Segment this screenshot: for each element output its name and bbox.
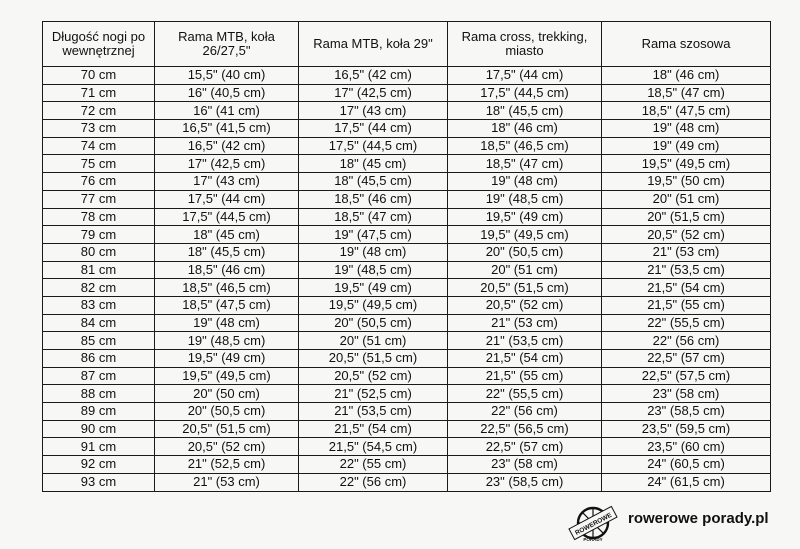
cell-mtb-26-27: 17" (42,5 cm): [155, 155, 299, 173]
cell-road: 24" (60,5 cm): [602, 456, 771, 474]
frame-size-table: [42, 21, 771, 492]
logo-text-bottom: PORADY: [583, 537, 603, 542]
cell-inseam: 92 cm: [43, 456, 155, 474]
cell-mtb-29: 18,5" (46 cm): [299, 190, 448, 208]
cell-road: 18,5" (47 cm): [602, 84, 771, 102]
cell-inseam: 86 cm: [43, 350, 155, 368]
cell-mtb-29: 18" (45 cm): [299, 155, 448, 173]
cell-mtb-26-27: 16" (41 cm): [155, 102, 299, 120]
cell-cross-trekking-city: 21,5" (54 cm): [448, 350, 602, 368]
table-row: [43, 314, 771, 332]
cell-cross-trekking-city: 22,5" (56,5 cm): [448, 420, 602, 438]
cell-inseam: 89 cm: [43, 403, 155, 421]
cell-road: 24" (61,5 cm): [602, 473, 771, 491]
cell-road: 23" (58 cm): [602, 385, 771, 403]
cell-road: 23" (58,5 cm): [602, 403, 771, 421]
cell-road: 20" (51 cm): [602, 190, 771, 208]
cell-cross-trekking-city: 23" (58 cm): [448, 456, 602, 474]
cell-cross-trekking-city: 19,5" (49 cm): [448, 208, 602, 226]
cell-cross-trekking-city: 19,5" (49,5 cm): [448, 226, 602, 244]
cell-road: 19" (49 cm): [602, 137, 771, 155]
cell-mtb-29: 16,5" (42 cm): [299, 67, 448, 85]
header-road: Rama szosowa: [602, 22, 771, 67]
cell-cross-trekking-city: 21" (53 cm): [448, 314, 602, 332]
cell-cross-trekking-city: 21,5" (55 cm): [448, 367, 602, 385]
cell-road: 18,5" (47,5 cm): [602, 102, 771, 120]
cell-inseam: 85 cm: [43, 332, 155, 350]
table-row: [43, 226, 771, 244]
cell-mtb-29: 21" (53,5 cm): [299, 403, 448, 421]
table-row: [43, 456, 771, 474]
cell-mtb-26-27: 16,5" (42 cm): [155, 137, 299, 155]
header-mtb-29: Rama MTB, koła 29": [299, 22, 448, 67]
cell-cross-trekking-city: 18" (46 cm): [448, 120, 602, 138]
cell-mtb-29: 20" (51 cm): [299, 332, 448, 350]
cell-mtb-26-27: 17,5" (44,5 cm): [155, 208, 299, 226]
cell-road: 22" (56 cm): [602, 332, 771, 350]
cell-mtb-26-27: 20" (50,5 cm): [155, 403, 299, 421]
cell-inseam: 87 cm: [43, 367, 155, 385]
cell-cross-trekking-city: 23" (58,5 cm): [448, 473, 602, 491]
cell-inseam: 91 cm: [43, 438, 155, 456]
cell-road: 19,5" (50 cm): [602, 173, 771, 191]
cell-road: 21,5" (55 cm): [602, 296, 771, 314]
cell-inseam: 81 cm: [43, 261, 155, 279]
table-row: [43, 350, 771, 368]
cell-mtb-26-27: 19" (48 cm): [155, 314, 299, 332]
cell-mtb-26-27: 20" (50 cm): [155, 385, 299, 403]
cell-road: 22,5" (57 cm): [602, 350, 771, 368]
cell-road: 21" (53,5 cm): [602, 261, 771, 279]
cell-mtb-26-27: 21" (53 cm): [155, 473, 299, 491]
table-row: [43, 67, 771, 85]
cell-inseam: 82 cm: [43, 279, 155, 297]
cell-inseam: 72 cm: [43, 102, 155, 120]
cell-mtb-26-27: 20,5" (51,5 cm): [155, 420, 299, 438]
table-row: [43, 208, 771, 226]
cell-inseam: 80 cm: [43, 243, 155, 261]
cell-cross-trekking-city: 17,5" (44 cm): [448, 67, 602, 85]
cell-mtb-26-27: 19" (48,5 cm): [155, 332, 299, 350]
cell-cross-trekking-city: 18" (45,5 cm): [448, 102, 602, 120]
cell-mtb-29: 19" (47,5 cm): [299, 226, 448, 244]
cell-cross-trekking-city: 21" (53,5 cm): [448, 332, 602, 350]
cell-road: 21" (53 cm): [602, 243, 771, 261]
cell-cross-trekking-city: 17,5" (44,5 cm): [448, 84, 602, 102]
table-row: [43, 84, 771, 102]
cell-cross-trekking-city: 19" (48,5 cm): [448, 190, 602, 208]
table-row: [43, 120, 771, 138]
cell-inseam: 84 cm: [43, 314, 155, 332]
cell-road: 21,5" (54 cm): [602, 279, 771, 297]
table-body: [43, 67, 771, 492]
cell-cross-trekking-city: 19" (48 cm): [448, 173, 602, 191]
cell-inseam: 76 cm: [43, 173, 155, 191]
table-row: [43, 155, 771, 173]
cell-mtb-29: 17" (42,5 cm): [299, 84, 448, 102]
cell-inseam: 75 cm: [43, 155, 155, 173]
cell-cross-trekking-city: 20" (51 cm): [448, 261, 602, 279]
cell-mtb-26-27: 18" (45 cm): [155, 226, 299, 244]
cell-mtb-29: 18" (45,5 cm): [299, 173, 448, 191]
cell-mtb-26-27: 16,5" (41,5 cm): [155, 120, 299, 138]
cell-mtb-26-27: 18,5" (46,5 cm): [155, 279, 299, 297]
table-row: [43, 137, 771, 155]
cell-mtb-26-27: 19,5" (49 cm): [155, 350, 299, 368]
cell-cross-trekking-city: 18,5" (46,5 cm): [448, 137, 602, 155]
cell-mtb-26-27: 17" (43 cm): [155, 173, 299, 191]
cell-mtb-29: 18,5" (47 cm): [299, 208, 448, 226]
cell-cross-trekking-city: 20" (50,5 cm): [448, 243, 602, 261]
cell-inseam: 79 cm: [43, 226, 155, 244]
cell-mtb-26-27: 18" (45,5 cm): [155, 243, 299, 261]
cell-cross-trekking-city: 22" (56 cm): [448, 403, 602, 421]
cell-mtb-29: 22" (56 cm): [299, 473, 448, 491]
cell-road: 18" (46 cm): [602, 67, 771, 85]
table-header-row: [43, 22, 771, 67]
cell-inseam: 77 cm: [43, 190, 155, 208]
table-row: [43, 261, 771, 279]
cell-road: 23,5" (60 cm): [602, 438, 771, 456]
cell-road: 23,5" (59,5 cm): [602, 420, 771, 438]
cell-inseam: 83 cm: [43, 296, 155, 314]
table-row: [43, 190, 771, 208]
cell-mtb-29: 17,5" (44 cm): [299, 120, 448, 138]
cell-cross-trekking-city: 22,5" (57 cm): [448, 438, 602, 456]
cell-mtb-29: 19,5" (49 cm): [299, 279, 448, 297]
table-row: [43, 279, 771, 297]
table-row: [43, 243, 771, 261]
table-row: [43, 102, 771, 120]
cell-mtb-29: 20,5" (51,5 cm): [299, 350, 448, 368]
cell-inseam: 90 cm: [43, 420, 155, 438]
header-mtb-26-27: Rama MTB, koła 26/27,5": [155, 22, 299, 67]
cell-mtb-26-27: 17,5" (44 cm): [155, 190, 299, 208]
table-row: [43, 385, 771, 403]
table-row: [43, 173, 771, 191]
cell-mtb-26-27: 21" (52,5 cm): [155, 456, 299, 474]
cell-inseam: 88 cm: [43, 385, 155, 403]
cell-mtb-26-27: 15,5" (40 cm): [155, 67, 299, 85]
cell-inseam: 74 cm: [43, 137, 155, 155]
cell-inseam: 78 cm: [43, 208, 155, 226]
logo-text-top: ROWEROWE: [574, 511, 614, 537]
cell-road: 22,5" (57,5 cm): [602, 367, 771, 385]
cell-road: 20,5" (52 cm): [602, 226, 771, 244]
cell-mtb-26-27: 20,5" (52 cm): [155, 438, 299, 456]
bicycle-wheel-logo-icon: [567, 503, 619, 543]
cell-road: 19,5" (49,5 cm): [602, 155, 771, 173]
table-row: [43, 296, 771, 314]
cell-mtb-29: 19" (48 cm): [299, 243, 448, 261]
table-row: [43, 473, 771, 491]
cell-cross-trekking-city: 22" (55,5 cm): [448, 385, 602, 403]
cell-inseam: 73 cm: [43, 120, 155, 138]
cell-mtb-26-27: 18,5" (46 cm): [155, 261, 299, 279]
cell-mtb-26-27: 18,5" (47,5 cm): [155, 296, 299, 314]
cell-inseam: 70 cm: [43, 67, 155, 85]
cell-mtb-29: 20" (50,5 cm): [299, 314, 448, 332]
cell-mtb-29: 17,5" (44,5 cm): [299, 137, 448, 155]
table-row: [43, 367, 771, 385]
cell-mtb-29: 20,5" (52 cm): [299, 367, 448, 385]
cell-mtb-26-27: 19,5" (49,5 cm): [155, 367, 299, 385]
cell-road: 20" (51,5 cm): [602, 208, 771, 226]
table-row: [43, 403, 771, 421]
header-cross-trekking-city: Rama cross, trekking, miasto: [448, 22, 602, 67]
cell-mtb-29: 17" (43 cm): [299, 102, 448, 120]
cell-mtb-29: 19,5" (49,5 cm): [299, 296, 448, 314]
cell-inseam: 71 cm: [43, 84, 155, 102]
site-watermark: rowerowe porady.pl: [628, 510, 769, 527]
cell-mtb-29: 22" (55 cm): [299, 456, 448, 474]
table-row: [43, 420, 771, 438]
table-row: [43, 438, 771, 456]
cell-cross-trekking-city: 20,5" (52 cm): [448, 296, 602, 314]
cell-cross-trekking-city: 18,5" (47 cm): [448, 155, 602, 173]
cell-road: 19" (48 cm): [602, 120, 771, 138]
cell-inseam: 93 cm: [43, 473, 155, 491]
table-row: [43, 332, 771, 350]
cell-mtb-29: 21" (52,5 cm): [299, 385, 448, 403]
cell-mtb-29: 21,5" (54 cm): [299, 420, 448, 438]
cell-mtb-26-27: 16" (40,5 cm): [155, 84, 299, 102]
cell-mtb-29: 19" (48,5 cm): [299, 261, 448, 279]
header-inseam: Długość nogi po wewnętrznej: [43, 22, 155, 67]
cell-cross-trekking-city: 20,5" (51,5 cm): [448, 279, 602, 297]
cell-road: 22" (55,5 cm): [602, 314, 771, 332]
cell-mtb-29: 21,5" (54,5 cm): [299, 438, 448, 456]
